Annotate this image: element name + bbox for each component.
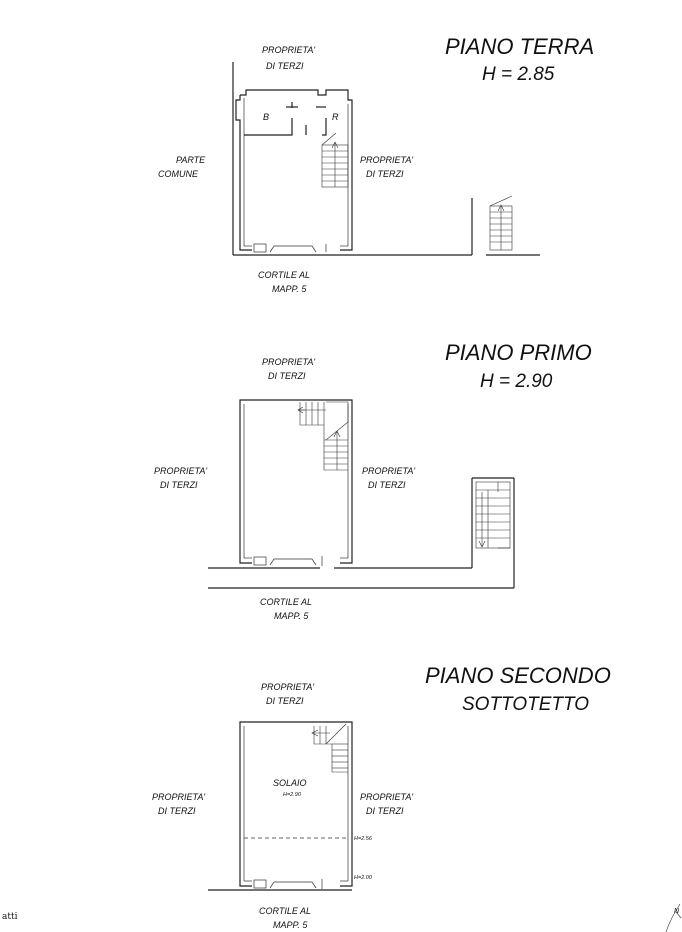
first-east-neighbor-line1: PROPRIETA' — [362, 466, 416, 476]
first-staircase — [298, 402, 348, 470]
ground-floor-plan — [158, 34, 594, 294]
ground-west-label-line1: PARTE — [176, 155, 206, 165]
north-arrow-icon — [666, 904, 681, 932]
first-west-neighbor-line1: PROPRIETA' — [154, 466, 208, 476]
second-west-neighbor-line1: PROPRIETA' — [152, 792, 206, 802]
first-north-neighbor-line2: DI TERZI — [268, 371, 306, 381]
solaio-room-label: SOLAIO — [273, 778, 307, 788]
first-courtyard-line2: MAPP. 5 — [274, 611, 309, 621]
solaio-room-height: H=2.90 — [283, 792, 301, 798]
level-mark-low: H=2.00 — [354, 875, 372, 881]
second-floor-plan — [152, 663, 611, 930]
ground-staircase — [322, 133, 348, 187]
second-east-neighbor-line1: PROPRIETA' — [360, 792, 414, 802]
second-east-neighbor-line2: DI TERZI — [366, 806, 404, 816]
second-floor-title: PIANO SECONDO — [425, 663, 611, 688]
ground-east-neighbor-line1: PROPRIETA' — [360, 155, 414, 165]
second-west-neighbor-line2: DI TERZI — [158, 806, 196, 816]
ground-east-neighbor-line2: DI TERZI — [366, 169, 404, 179]
ground-walls — [233, 62, 472, 255]
first-floor-height: H = 2.90 — [480, 371, 553, 392]
ground-floor-title: PIANO TERRA — [445, 34, 595, 59]
first-floor-plan — [154, 340, 592, 621]
ground-floor-height: H = 2.85 — [482, 64, 555, 85]
ground-west-label-line2: COMUNE — [158, 169, 198, 179]
north-mark-label: N — [674, 908, 680, 915]
second-staircase — [312, 724, 348, 772]
room-b-label: B — [263, 112, 270, 122]
second-walls — [208, 722, 352, 890]
first-detached-stair — [476, 482, 510, 548]
second-north-neighbor-line1: PROPRIETA' — [261, 682, 315, 692]
first-north-neighbor-line1: PROPRIETA' — [262, 357, 316, 367]
sheet-footer — [2, 904, 681, 932]
first-east-neighbor-line2: DI TERZI — [368, 480, 406, 490]
first-floor-title: PIANO PRIMO — [445, 340, 592, 365]
first-courtyard-line1: CORTILE AL — [260, 597, 313, 607]
footer-left-note: atti — [2, 912, 18, 922]
second-courtyard-line1: CORTILE AL — [259, 906, 312, 916]
ground-courtyard-line2: MAPP. 5 — [272, 284, 307, 294]
first-walls — [208, 400, 514, 588]
second-floor-subtitle: SOTTOTETTO — [462, 694, 590, 715]
second-north-neighbor-line2: DI TERZI — [266, 696, 304, 706]
ground-north-neighbor-line2: DI TERZI — [266, 61, 304, 71]
ground-north-neighbor-line1: PROPRIETA' — [262, 45, 316, 55]
second-courtyard-line2: MAPP. 5 — [273, 920, 308, 930]
room-r-label: R — [332, 112, 339, 122]
ground-courtyard-line1: CORTILE AL — [258, 270, 311, 280]
level-mark-mid: H=2.56 — [354, 836, 372, 842]
first-west-neighbor-line2: DI TERZI — [160, 480, 198, 490]
ground-detached-stair — [486, 196, 540, 255]
